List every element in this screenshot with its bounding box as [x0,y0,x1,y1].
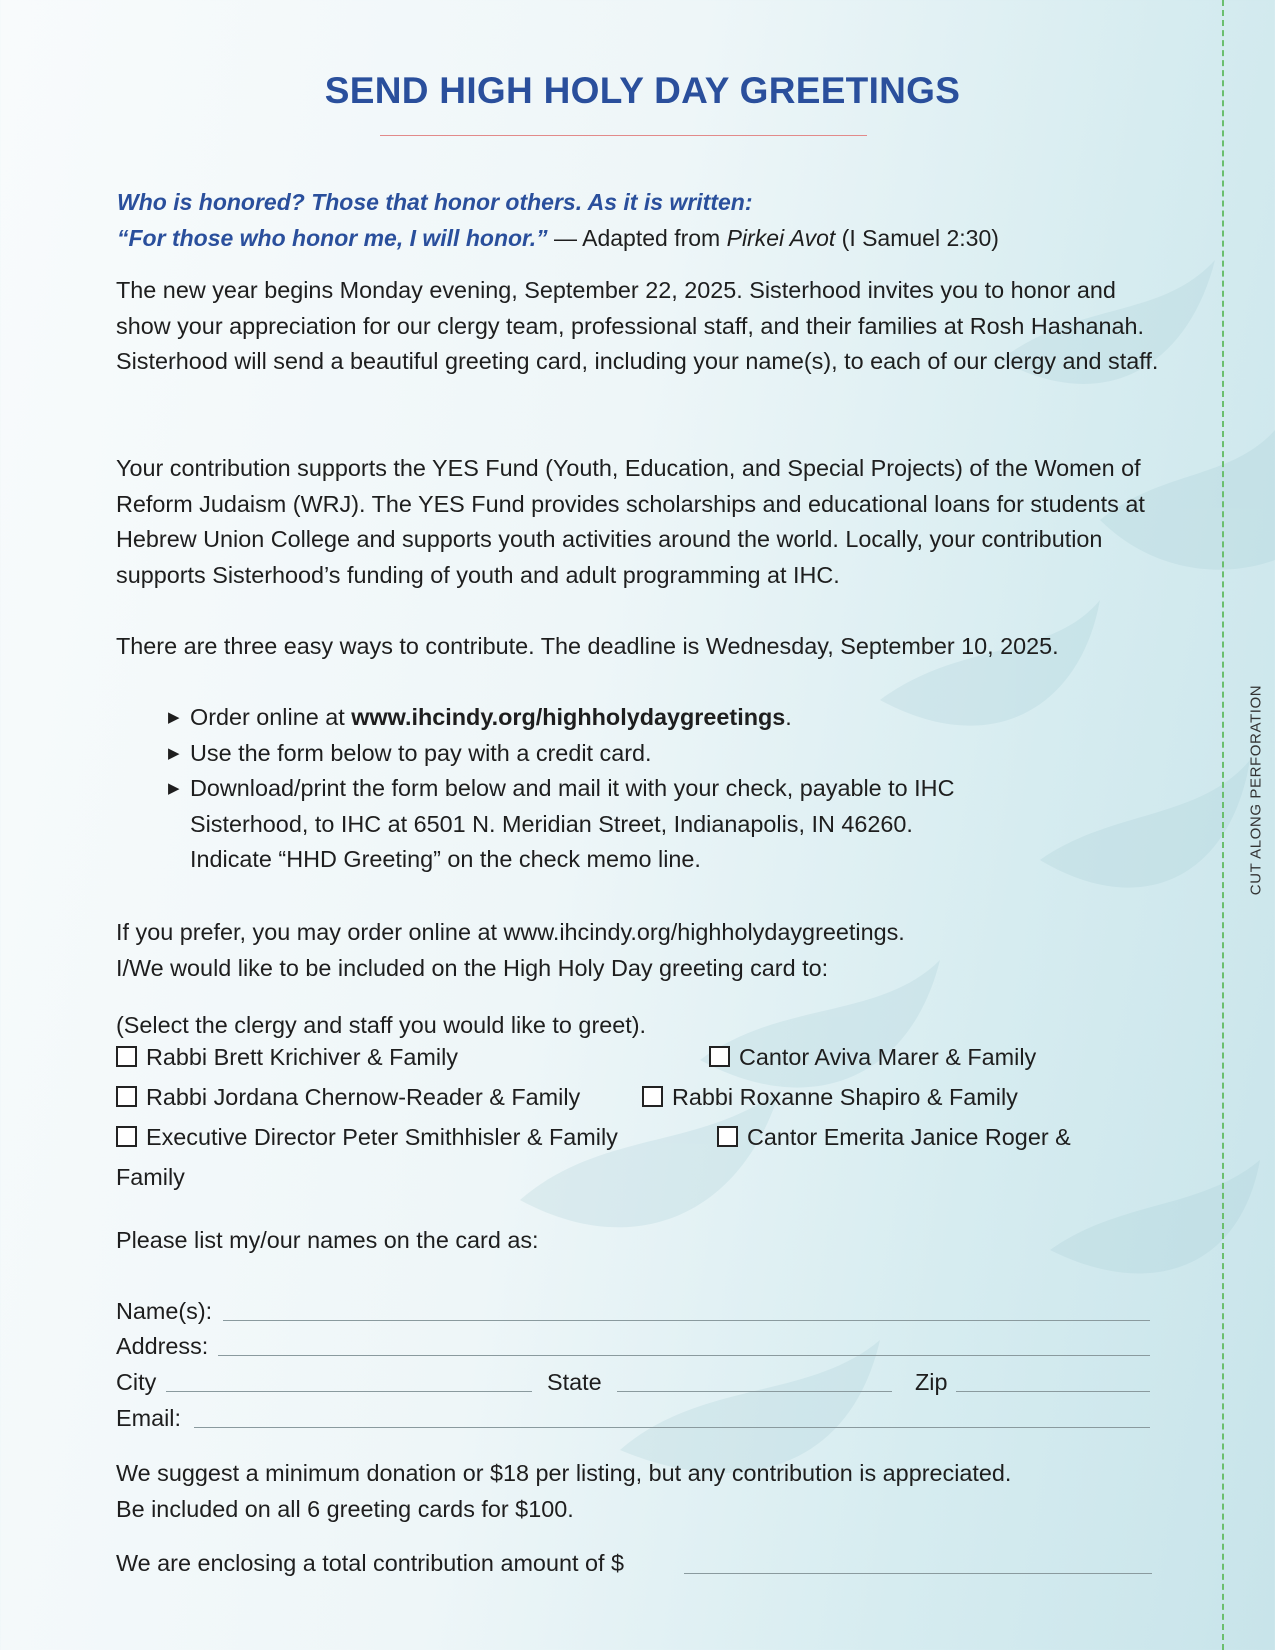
title-divider [380,135,867,136]
email-field[interactable] [194,1427,1150,1428]
select-note: (Select the clergy and staff you would like to greet). [116,1012,647,1038]
triangle-bullet-icon: ▶ [168,744,180,762]
option-label: Cantor Aviva Marer & Family [739,1044,1037,1070]
checkbox[interactable] [717,1126,738,1147]
option-executive-director[interactable] [116,1124,618,1151]
fund-paragraph: Your contribution supports the YES Fund (Youth, Education, and Special Projects) of the Women of Reform Judaism (WRJ). The YES Fund provides scholarships and educational loans for students at Hebrew Union College and supports youth activities around the world. Locally, your contribution supports Sisterhood’s funding of youth and adult programming at IHC. [116,455,1145,588]
quote-attribution-source: Pirkei Avot [726,225,836,251]
total-contribution-label: We are enclosing a total contribution amount of $ [116,1550,624,1576]
state-label: State [547,1369,602,1395]
bullet-3-line-3: Indicate “HHD Greeting” on the check memo line. [190,846,701,872]
checkbox[interactable] [642,1086,663,1107]
checkbox[interactable] [116,1086,137,1107]
quote-line-2 [117,220,999,256]
checkbox[interactable] [116,1046,137,1067]
prefer-line-2: I/We would like to be included on the High Holy Day greeting card to: [116,954,829,981]
quote-attribution-post: (I Samuel 2:30) [835,225,999,251]
donation-line-1: We suggest a minimum donation or $18 per listing, but any contribution is appreciated. [116,1460,1012,1486]
option-rabbi-shapiro[interactable] [642,1084,1018,1111]
perforation-label: CUT ALONG PERFORATION [1247,684,1265,896]
quote-block [117,184,999,256]
list-names-prompt: Please list my/our names on the card as: [116,1227,539,1253]
address-field[interactable] [218,1355,1150,1356]
triangle-bullet-icon: ▶ [168,709,180,726]
quote-line-1: Who is honored? Those that honor others. As it is written: [117,189,753,215]
option-label: Cantor Emerita Janice Roger & [747,1124,1071,1150]
names-label: Name(s): [116,1298,213,1324]
bullet-1-post: . [785,704,792,730]
bullet-3-line-1: Download/print the form below and mail it with your check, payable to IHC [190,775,955,801]
option-rabbi-chernow-reader[interactable] [116,1084,580,1111]
bullet-1-pre: Order online at [190,704,352,730]
list-item [168,771,954,878]
checkbox[interactable] [709,1046,730,1067]
email-label: Email: [116,1405,181,1431]
contribution-methods-list [168,700,954,878]
triangle-bullet-icon: ▶ [168,780,180,797]
option-label: Rabbi Jordana Chernow-Reader & Family [146,1084,581,1110]
donation-line-2: Be included on all 6 greeting cards for $100. [116,1495,574,1522]
names-field[interactable] [223,1320,1150,1321]
prefer-line-1: If you prefer, you may order online at www.ihcindy.org/highholydaygreetings. [116,919,905,945]
perforation-line [1222,0,1224,1650]
page-title: SEND HIGH HOLY DAY GREETINGS [324,70,961,111]
total-contribution-field[interactable] [684,1573,1152,1574]
intro-paragraph: The new year begins Monday evening, September 22, 2025. Sisterhood invites you to honor and show your appreciation for our clergy team, professional staff, and their families at Rosh Hashanah. Sisterhood will send a beautiful greeting card, including your name(s), to each of our clergy and staff. [116,277,1159,374]
ways-paragraph: There are three easy ways to contribute. The deadline is Wednesday, September 10, 2025. [116,633,1059,659]
zip-field[interactable] [956,1391,1150,1392]
option-label: Executive Director Peter Smithhisler & Family [146,1124,618,1150]
option-cantor-emerita-roger[interactable] [717,1124,1071,1151]
bullet-3-line-2: Sisterhood, to IHC at 6501 N. Meridian Street, Indianapolis, IN 46260. [190,810,913,837]
prefer-paragraph [116,915,1166,986]
quote-text: “For those who honor me, I will honor.” [117,225,548,251]
city-field[interactable] [166,1391,532,1392]
option-label-continued: Family [116,1164,185,1190]
order-online-link[interactable]: www.ihcindy.org/highholydaygreetings [351,704,786,730]
city-label: City [116,1369,157,1395]
list-item [168,700,954,736]
quote-attribution-pre: — Adapted from [547,225,727,251]
option-label: Rabbi Brett Krichiver & Family [146,1044,458,1070]
address-label: Address: [116,1333,209,1359]
state-field[interactable] [617,1391,892,1392]
donation-paragraph [116,1456,1166,1527]
list-item [168,736,954,772]
zip-label: Zip [915,1369,948,1395]
bullet-2-text: Use the form below to pay with a credit card. [190,739,652,766]
option-cantor-marer[interactable] [709,1044,1036,1071]
option-rabbi-krichiver[interactable] [116,1044,458,1071]
checkbox[interactable] [116,1126,137,1147]
option-label: Rabbi Roxanne Shapiro & Family [672,1084,1018,1110]
